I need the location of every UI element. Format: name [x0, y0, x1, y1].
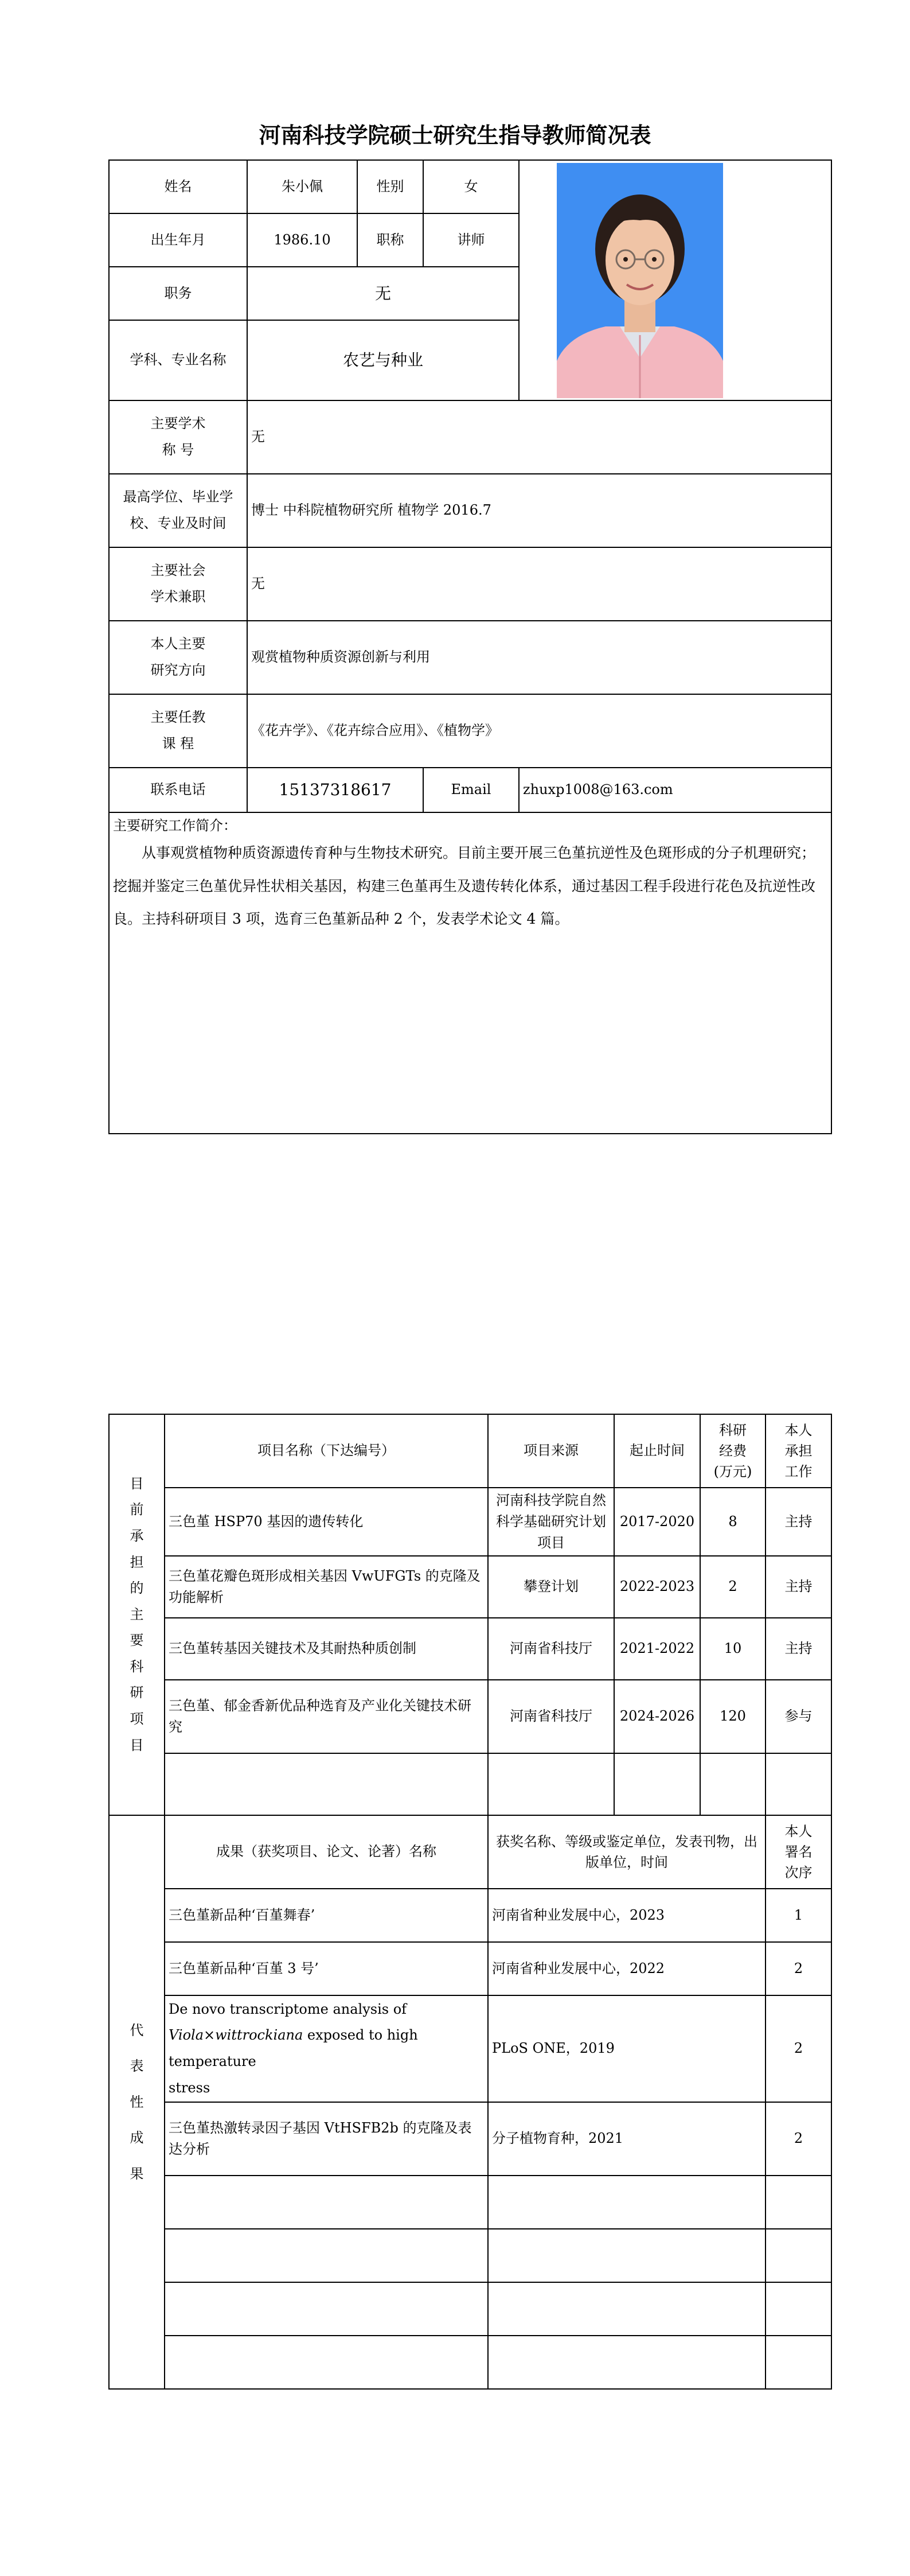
- name-value: 朱小佩: [247, 160, 357, 213]
- table-row: [109, 1618, 831, 1680]
- rank-value: 讲师: [423, 213, 519, 267]
- position-value: 无: [247, 267, 519, 320]
- intro-label: 主要研究工作简介：: [113, 818, 237, 834]
- empty-cell: [766, 2282, 831, 2336]
- project-source: 河南省科技厅: [488, 1680, 614, 1753]
- achievement-publisher: 分子植物育种，2021: [488, 2102, 766, 2176]
- achievement-order: 2: [766, 1942, 831, 1995]
- project-funds: 2: [700, 1556, 766, 1618]
- project-source: 攀登计划: [488, 1556, 614, 1618]
- achievement-order: 2: [766, 2102, 831, 2176]
- table-row: [109, 1753, 831, 1815]
- empty-cell: [165, 2229, 488, 2282]
- project-name: 三色堇、郁金香新优品种选育及产业化关键技术研究: [165, 1680, 488, 1753]
- achievement-order: 2: [766, 1995, 831, 2102]
- photo-cell: [519, 160, 831, 400]
- table-row: [109, 2282, 831, 2336]
- project-role: 主持: [766, 1488, 831, 1556]
- table-row: [109, 1889, 831, 1942]
- project-role: 参与: [766, 1680, 831, 1753]
- empty-cell: [165, 2176, 488, 2229]
- achievement-name-header: 成果（获奖项目、论文、论著）名称: [165, 1815, 488, 1889]
- courses-label: 主要任教 课 程: [109, 694, 247, 768]
- rank-label: 职称: [357, 213, 423, 267]
- project-role: 主持: [766, 1556, 831, 1618]
- major-value: 农艺与种业: [247, 320, 519, 400]
- project-name: 三色堇 HSP70 基因的遗传转化: [165, 1488, 488, 1556]
- research-label: 本人主要 研究方向: [109, 621, 247, 694]
- project-role-header: 本人 承担 工作: [766, 1414, 831, 1488]
- achievement-name: 三色堇新品种‘百堇 3 号’: [165, 1942, 488, 1995]
- research-intro: [109, 812, 831, 1134]
- project-source: [488, 1753, 614, 1815]
- society-value: 无: [247, 547, 831, 621]
- degree-label: 最高学位、毕业学 校、专业及时间: [109, 474, 247, 547]
- empty-cell: [165, 2282, 488, 2336]
- birth-label: 出生年月: [109, 213, 247, 267]
- table-row: [109, 1680, 831, 1753]
- birth-value: 1986.10: [247, 213, 357, 267]
- achievement-publisher-header: 获奖名称、等级或鉴定单位，发表刊物，出版单位，时间: [488, 1815, 766, 1889]
- project-funds: 10: [700, 1618, 766, 1680]
- table-row: [109, 2336, 831, 2389]
- empty-cell: [766, 2336, 831, 2389]
- achievement-order-header: 本人 署名 次序: [766, 1815, 831, 1889]
- project-funds: 8: [700, 1488, 766, 1556]
- courses-value: 《花卉学》、《花卉综合应用》、《植物学》: [247, 694, 831, 768]
- table-row: [109, 2102, 831, 2176]
- research-value: 观赏植物种质资源创新与利用: [247, 621, 831, 694]
- project-period: 2022-2023: [614, 1556, 700, 1618]
- table-row: [109, 1942, 831, 1995]
- project-period: 2024-2026: [614, 1680, 700, 1753]
- email-label: Email: [423, 768, 519, 812]
- phone-value: 15137318617: [247, 768, 423, 812]
- portrait-icon: [557, 163, 723, 398]
- gender-value: 女: [423, 160, 519, 213]
- project-name: 三色堇花瓣色斑形成相关基因 VwUFGTs 的克隆及功能解析: [165, 1556, 488, 1618]
- achievement-name: 三色堇新品种‘百堇舞春’: [165, 1889, 488, 1942]
- project-role: [766, 1753, 831, 1815]
- degree-value: 博士 中科院植物研究所 植物学 2016.7: [247, 474, 831, 547]
- project-period-header: 起止时间: [614, 1414, 700, 1488]
- empty-cell: [488, 2336, 766, 2389]
- academic-title-label: 主要学术 称 号: [109, 400, 247, 474]
- table-row: [109, 2176, 831, 2229]
- gender-label: 性别: [357, 160, 423, 213]
- achievements-side-label: 代 表 性 成 果: [109, 1815, 165, 2389]
- projects-achievements-table: [108, 1414, 832, 2390]
- project-name: 三色堇转基因关键技术及其耐热种质创制: [165, 1618, 488, 1680]
- empty-cell: [488, 2176, 766, 2229]
- table-row: [109, 1995, 831, 2102]
- project-source: 河南科技学院自然科学基础研究计划项目: [488, 1488, 614, 1556]
- intro-text: 从事观赏植物种质资源遗传育种与生物技术研究。目前主要开展三色堇抗逆性及色斑形成的分子机理研究；挖掘并鉴定三色堇优异性状相关基因，构建三色堇再生及遗传转化体系，通过基因工程手段进行花色及抗逆性改良。主持科研项目 3 项，选育三色堇新品种 2 个，发表学术论文 4 篇。: [113, 845, 816, 928]
- major-label: 学科、专业名称: [109, 320, 247, 400]
- achievement-name: 三色堇热激转录因子基因 VtHSFB2b 的克隆及表达分析: [165, 2102, 488, 2176]
- empty-cell: [488, 2229, 766, 2282]
- empty-cell: [488, 2282, 766, 2336]
- profile-table: [108, 159, 832, 1134]
- achievement-order: 1: [766, 1889, 831, 1942]
- project-source-header: 项目来源: [488, 1414, 614, 1488]
- empty-cell: [766, 2176, 831, 2229]
- project-funds-header: 科研 经费 (万元): [700, 1414, 766, 1488]
- table-row: [109, 1488, 831, 1556]
- achievement-publisher: 河南省种业发展中心，2023: [488, 1889, 766, 1942]
- page-title: 河南科技学院硕士研究生指导教师简况表: [259, 123, 651, 148]
- project-role: 主持: [766, 1618, 831, 1680]
- achievement-publisher: PLoS ONE，2019: [488, 1995, 766, 2102]
- table-row: [109, 1556, 831, 1618]
- project-period: 2017-2020: [614, 1488, 700, 1556]
- empty-cell: [766, 2229, 831, 2282]
- name-label: 姓名: [109, 160, 247, 213]
- project-period: 2021-2022: [614, 1618, 700, 1680]
- academic-title-value: 无: [247, 400, 831, 474]
- empty-cell: [165, 2336, 488, 2389]
- project-period: [614, 1753, 700, 1815]
- email-value: zhuxp1008@163.com: [519, 768, 831, 812]
- society-label: 主要社会 学术兼职: [109, 547, 247, 621]
- phone-label: 联系电话: [109, 768, 247, 812]
- project-funds: [700, 1753, 766, 1815]
- table-row: [109, 2229, 831, 2282]
- project-name: [165, 1753, 488, 1815]
- projects-side-label: 目 前 承 担 的 主 要 科 研 项 目: [109, 1414, 165, 1815]
- project-name-header: 项目名称（下达编号）: [165, 1414, 488, 1488]
- project-source: 河南省科技厅: [488, 1618, 614, 1680]
- position-label: 职务: [109, 267, 247, 320]
- portrait-photo: [557, 163, 723, 398]
- achievement-name: De novo transcriptome analysis of Viola×wittrockiana exposed to high temperature stress: [165, 1995, 488, 2102]
- project-funds: 120: [700, 1680, 766, 1753]
- achievement-publisher: 河南省种业发展中心，2022: [488, 1942, 766, 1995]
